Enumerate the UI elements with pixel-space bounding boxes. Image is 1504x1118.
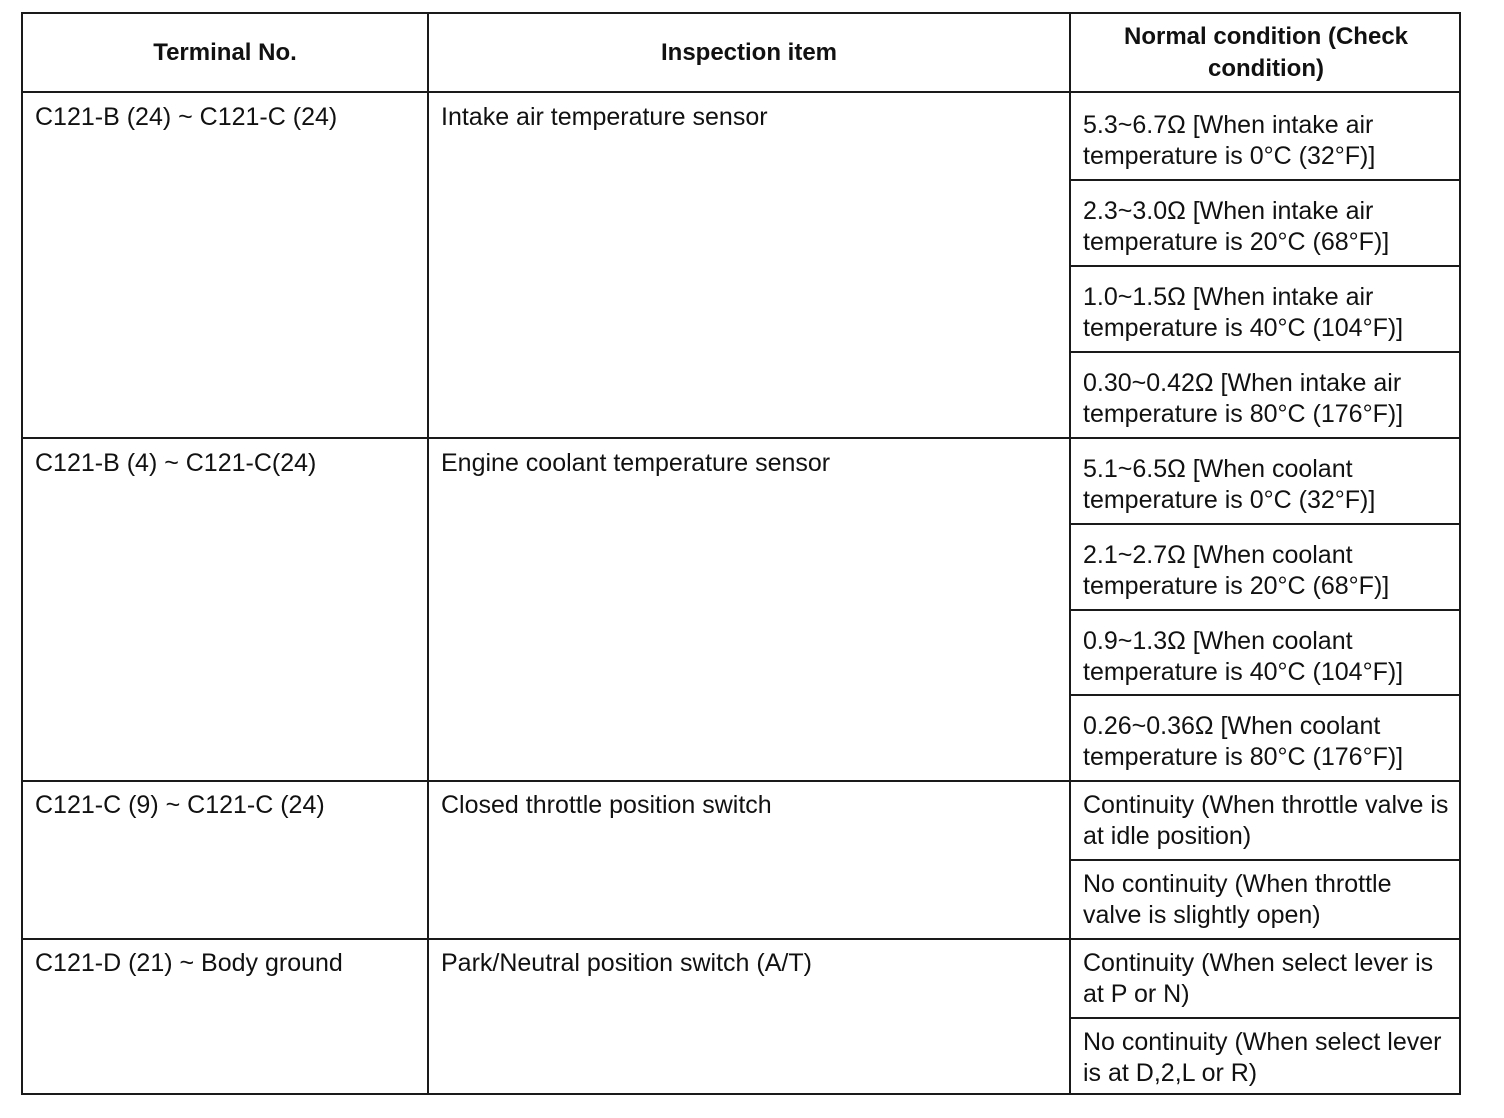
condition-divider xyxy=(1069,609,1459,611)
terminal-cell: C121-C (9) ~ C121-C (24) xyxy=(35,791,325,819)
condition-cell: Continuity (When throttle valve is at idle position) xyxy=(1083,791,1449,850)
condition-cell: 0.30~0.42Ω [When intake air temperature is 80°C (176°F)] xyxy=(1083,369,1404,428)
inspection-item-cell: Intake air temperature sensor xyxy=(441,103,768,131)
terminal-cell: C121-B (4) ~ C121-C(24) xyxy=(35,449,317,477)
condition-divider xyxy=(1069,523,1459,525)
condition-divider xyxy=(1069,265,1459,267)
condition-cell: 1.0~1.5Ω [When intake air temperature is 40°C (104°F)] xyxy=(1083,283,1404,342)
condition-divider xyxy=(1069,859,1459,861)
row-divider xyxy=(23,938,1459,940)
header-inspection: Inspection item xyxy=(660,38,838,66)
condition-divider xyxy=(1069,351,1459,353)
condition-divider xyxy=(1069,179,1459,181)
condition-cell: 2.3~3.0Ω [When intake air temperature is 20°C (68°F)] xyxy=(1083,197,1390,256)
column-divider xyxy=(427,14,429,1093)
condition-divider xyxy=(1069,694,1459,696)
condition-cell: 5.1~6.5Ω [When coolant temperature is 0°C (32°F)] xyxy=(1083,455,1376,514)
condition-cell: 5.3~6.7Ω [When intake air temperature is 0°C (32°F)] xyxy=(1083,111,1376,170)
row-divider xyxy=(23,437,1459,439)
condition-cell: 0.9~1.3Ω [When coolant temperature is 40°C (104°F)] xyxy=(1083,627,1404,686)
terminal-cell: C121-B (24) ~ C121-C (24) xyxy=(35,103,338,131)
column-divider xyxy=(1069,14,1071,1093)
inspection-table xyxy=(21,12,1461,1095)
condition-cell: No continuity (When throttle valve is slightly open) xyxy=(1083,870,1392,929)
condition-cell: Continuity (When select lever is at P or N) xyxy=(1083,949,1434,1008)
condition-cell: No continuity (When select lever is at D,2,L or R) xyxy=(1083,1028,1442,1087)
header-terminal: Terminal No. xyxy=(153,38,297,66)
condition-cell: 0.26~0.36Ω [When coolant temperature is 80°C (176°F)] xyxy=(1083,712,1404,771)
condition-divider xyxy=(1069,1017,1459,1019)
inspection-item-cell: Engine coolant temperature sensor xyxy=(441,449,831,477)
header-divider xyxy=(23,91,1459,93)
row-divider xyxy=(23,780,1459,782)
header-normal-condition: Normal condition (Check condition) xyxy=(1123,22,1409,82)
inspection-item-cell: Closed throttle position switch xyxy=(441,791,772,819)
condition-cell: 2.1~2.7Ω [When coolant temperature is 20°C (68°F)] xyxy=(1083,541,1390,600)
terminal-cell: C121-D (21) ~ Body ground xyxy=(35,949,343,977)
inspection-item-cell: Park/Neutral position switch (A/T) xyxy=(441,949,812,977)
